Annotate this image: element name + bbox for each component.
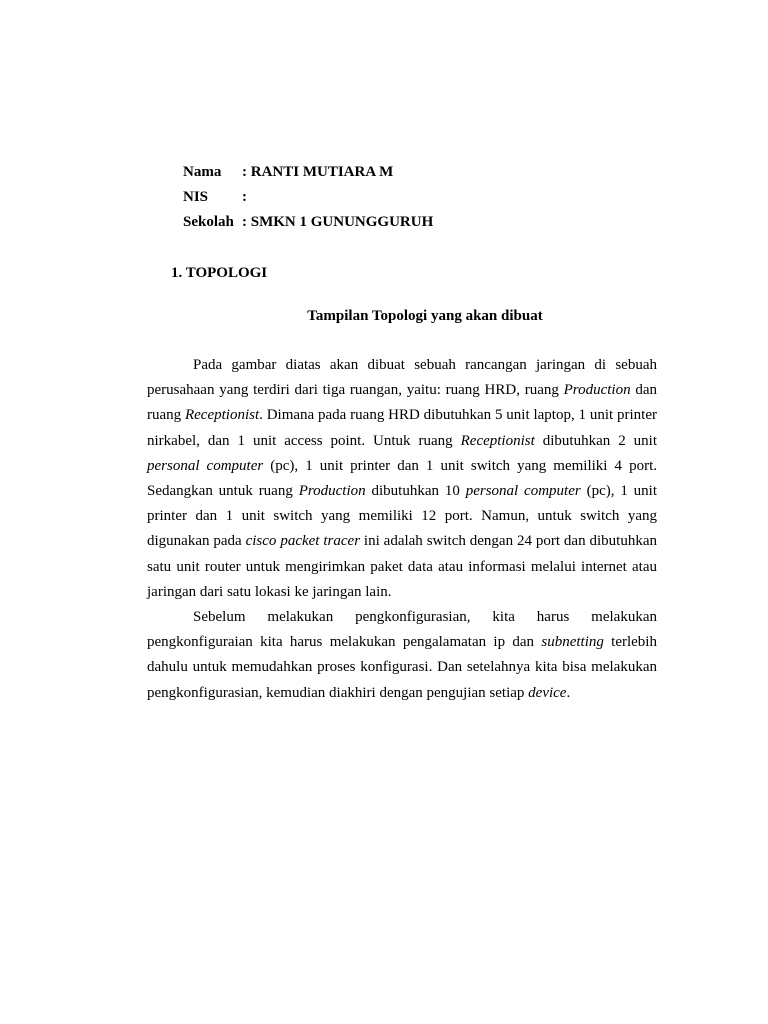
- text-span: Sebelum melakukan pengkonfigurasian, kita harus melakukan pengkonfiguraian kita harus melakukan pengalamatan ip dan: [147, 609, 657, 651]
- text-span: Pada gambar diatas akan dibuat sebuah rancangan jaringan di sebuah perusahaan yang terdiri dari tiga ruangan, yaitu: ruang HRD, ruang: [147, 357, 657, 399]
- text-span: .: [566, 684, 571, 701]
- identity-value: : SMKN 1 GUNUNGGURUH: [242, 214, 434, 230]
- identity-label: Sekolah: [183, 214, 234, 230]
- italic-term: cisco packet tracer: [245, 533, 361, 550]
- text-span: dan ruang: [147, 382, 657, 424]
- identity-value: :: [242, 189, 247, 205]
- italic-term: device: [528, 684, 567, 701]
- text-span: ini adalah switch dengan 24 port dan dibutuhkan satu unit router untuk mengirimkan paket data atau informasi melalui internet atau jaringan dari satu lokasi ke jaringan lain.: [147, 533, 657, 600]
- body-text: [147, 353, 657, 706]
- identity-label: Nama: [183, 164, 222, 180]
- text-span: dibutuhkan 2 unit: [534, 432, 657, 449]
- italic-term: subnetting: [541, 634, 604, 651]
- italic-term: Receptionist: [184, 407, 260, 424]
- figure-caption: Tampilan Topologi yang akan dibuat: [307, 308, 543, 324]
- identity-row-sekolah: [183, 211, 433, 236]
- text-span: (pc), 1 unit printer dan 1 unit switch yang memiliki 12 port. Namun, untuk switch yang digunakan pada: [147, 483, 658, 550]
- italic-term: Receptionist: [460, 432, 535, 449]
- section-heading: 1. TOPOLOGI: [171, 265, 268, 281]
- italic-term: Production: [298, 483, 366, 500]
- italic-term: Production: [563, 382, 631, 399]
- italic-term: personal computer: [465, 483, 581, 500]
- paragraph-2: [147, 605, 657, 706]
- text-span: (pc), 1 unit printer dan 1 unit switch yang memiliki 4 port. Sedangkan untuk ruang: [147, 457, 658, 500]
- text-span: dibutuhkan 10: [365, 483, 466, 500]
- identity-row-nama: [183, 161, 433, 186]
- paragraph-1: [147, 353, 657, 605]
- identity-label: NIS: [183, 189, 209, 205]
- identity-block: [183, 161, 433, 236]
- identity-row-nis: [183, 186, 433, 211]
- identity-value: : RANTI MUTIARA M: [242, 164, 394, 180]
- text-span: . Dimana pada ruang HRD dibutuhkan 5 unit laptop, 1 unit printer nirkabel, dan 1 unit access point. Untuk ruang: [147, 407, 657, 449]
- text-span: terlebih dahulu untuk memudahkan proses konfigurasi. Dan setelahnya kita bisa melakukan pengkonfigurasian, kemudian diakhiri dengan pengujian setiap: [147, 634, 657, 701]
- italic-term: personal computer: [147, 457, 264, 474]
